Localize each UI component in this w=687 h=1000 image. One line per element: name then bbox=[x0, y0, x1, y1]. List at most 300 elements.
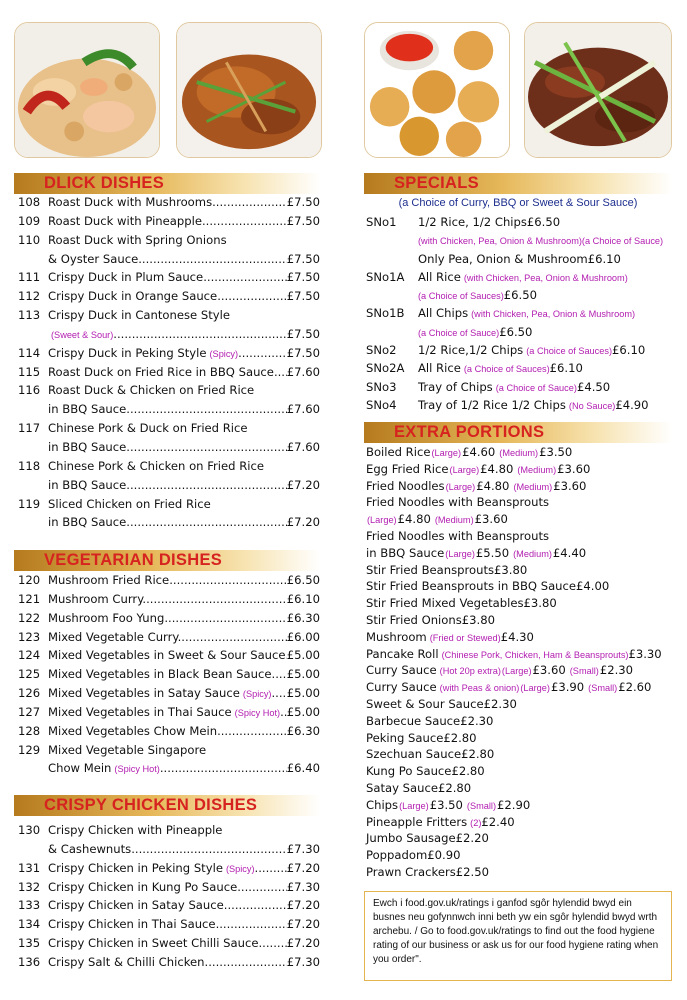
item-number: 130 bbox=[18, 823, 41, 837]
extra-name-text: Peking Sauce bbox=[366, 730, 444, 745]
special-item-row bbox=[364, 213, 672, 231]
item-name bbox=[48, 250, 287, 269]
size-label-large: (Large) bbox=[445, 548, 475, 559]
item-line bbox=[48, 759, 320, 779]
special-note: (No Sauce) bbox=[568, 400, 616, 411]
menu-item-row bbox=[14, 476, 320, 495]
item-price: £7.30 bbox=[286, 879, 320, 894]
item-line bbox=[48, 212, 320, 231]
extra-portions-list bbox=[364, 444, 672, 881]
special-name-text: Tray of 1/2 Rice 1/2 Chips bbox=[418, 397, 566, 412]
extra-name bbox=[366, 746, 461, 763]
item-name bbox=[48, 609, 287, 628]
extra-line bbox=[366, 763, 672, 780]
item-number: 126 bbox=[18, 686, 41, 701]
menu-item-row bbox=[14, 363, 320, 382]
menu-item-row bbox=[14, 759, 320, 778]
section-banner-extra-portions bbox=[364, 422, 672, 443]
extra-note: (Fried or Stewed) bbox=[429, 632, 501, 643]
item-number: 134 bbox=[18, 917, 41, 932]
special-price: £6.10 bbox=[587, 251, 621, 266]
item-name-text: in BBQ Sauce bbox=[48, 402, 127, 417]
special-item-row bbox=[364, 268, 672, 286]
item-name bbox=[48, 646, 287, 665]
extra-item-row bbox=[364, 679, 672, 696]
special-code: SNo1A bbox=[366, 269, 405, 284]
extra-price: £2.80 bbox=[443, 730, 477, 745]
size-label-small: (Medium) bbox=[517, 464, 557, 475]
extra-name bbox=[366, 528, 549, 545]
extra-price: £2.80 bbox=[437, 780, 472, 795]
extra-price: £3.30 bbox=[628, 646, 662, 661]
item-name-text: Sliced Chicken on Fried Rice bbox=[48, 496, 211, 511]
extra-line bbox=[366, 528, 672, 545]
item-price: £5.00 bbox=[286, 686, 320, 701]
menu-item-row bbox=[14, 665, 320, 684]
extra-item-row bbox=[364, 562, 672, 579]
item-price: £7.50 bbox=[286, 213, 320, 228]
item-name-text: Mixed Vegetables in Satay Sauce bbox=[48, 686, 240, 701]
item-name bbox=[48, 495, 320, 514]
item-note: (Spicy) bbox=[242, 689, 272, 700]
item-name bbox=[48, 590, 287, 609]
extra-line bbox=[366, 578, 672, 595]
extra-name bbox=[366, 629, 501, 647]
item-name bbox=[48, 513, 287, 532]
item-price: £7.20 bbox=[286, 860, 320, 875]
item-price: £7.50 bbox=[286, 251, 320, 266]
extra-price: £3.60 bbox=[553, 478, 587, 493]
special-line bbox=[418, 341, 672, 360]
special-name bbox=[418, 250, 588, 268]
item-number: 125 bbox=[18, 667, 41, 682]
menu-item-row bbox=[14, 306, 320, 325]
item-number: 112 bbox=[18, 289, 41, 304]
item-note: (Spicy Hot) bbox=[114, 764, 160, 775]
item-name bbox=[48, 287, 287, 306]
extra-price-large: £4.80 bbox=[397, 512, 431, 527]
item-name bbox=[48, 571, 287, 590]
item-number: 116 bbox=[18, 383, 41, 398]
item-line bbox=[48, 325, 320, 345]
extra-name-text: Szechuan Sauce bbox=[366, 747, 462, 762]
extra-line bbox=[366, 679, 672, 697]
special-item-row bbox=[364, 323, 672, 341]
special-item-row bbox=[364, 231, 672, 249]
menu-item-row bbox=[14, 609, 320, 628]
item-line bbox=[48, 896, 320, 915]
special-price: £6.10 bbox=[549, 361, 583, 376]
extra-price: £2.30 bbox=[483, 696, 517, 711]
special-line bbox=[418, 378, 672, 397]
item-line bbox=[48, 381, 320, 400]
extra-line bbox=[366, 864, 672, 881]
extra-price: £3.60 bbox=[474, 512, 508, 527]
special-name-text: 1/2 Rice, 1/2 Chips bbox=[418, 215, 527, 229]
menu-item-row bbox=[14, 513, 320, 532]
extra-name bbox=[366, 562, 494, 579]
extra-line bbox=[366, 746, 672, 763]
menu-item-row bbox=[14, 571, 320, 590]
menu-item-row bbox=[14, 212, 320, 231]
section-title-duck: DLICK DISHES bbox=[44, 174, 165, 192]
special-name bbox=[418, 323, 499, 342]
extra-name-text: Jumbo Sausage bbox=[366, 831, 456, 846]
extra-item-row bbox=[364, 780, 672, 797]
size-label-large: (Large) bbox=[449, 464, 480, 475]
item-number: 113 bbox=[18, 308, 41, 323]
extra-line bbox=[366, 629, 672, 647]
extra-price: £4.30 bbox=[500, 629, 534, 644]
section-title-specials: SPECIALS bbox=[394, 174, 479, 192]
item-number: 120 bbox=[18, 573, 41, 587]
item-note: (Spicy) bbox=[209, 348, 239, 359]
extra-note: (Chinese Pork, Chicken, Ham & Beansprouts) bbox=[441, 649, 629, 660]
extra-name-text: Barbecue Sauce bbox=[366, 713, 461, 728]
vegetarian-dishes-list bbox=[14, 571, 320, 778]
extra-price: £2.30 bbox=[460, 713, 494, 728]
item-name bbox=[48, 344, 287, 364]
item-line bbox=[48, 646, 320, 665]
item-name-text: Crispy Duck in Peking Style bbox=[48, 345, 207, 360]
item-name-text: in BBQ Sauce bbox=[48, 439, 127, 454]
special-code: SNo4 bbox=[366, 397, 397, 412]
item-number: 119 bbox=[18, 496, 41, 511]
size-label-large: (Large) bbox=[399, 800, 429, 811]
special-item-row bbox=[364, 359, 672, 377]
item-number: 131 bbox=[18, 860, 41, 875]
item-name bbox=[48, 741, 320, 760]
item-price: £7.20 bbox=[286, 936, 320, 951]
menu-item-row bbox=[14, 821, 320, 840]
item-line bbox=[48, 703, 320, 723]
section-banner-duck bbox=[14, 173, 320, 194]
item-number: 121 bbox=[18, 591, 41, 606]
menu-item-row bbox=[14, 231, 320, 250]
extra-item-row bbox=[364, 578, 672, 595]
special-name-text: All Rice bbox=[418, 361, 461, 376]
extra-name bbox=[366, 444, 430, 461]
extra-name bbox=[366, 612, 462, 629]
special-line bbox=[418, 286, 672, 305]
menu-item-row bbox=[14, 287, 320, 306]
item-number: 110 bbox=[18, 232, 41, 247]
item-name-text: Crispy Duck in Cantonese Style bbox=[48, 308, 230, 323]
item-number: 136 bbox=[18, 954, 41, 969]
item-price: £6.50 bbox=[286, 573, 320, 587]
special-name bbox=[418, 341, 612, 360]
special-line bbox=[418, 268, 672, 287]
item-line bbox=[48, 878, 320, 897]
special-line bbox=[418, 250, 672, 268]
item-price: £7.60 bbox=[286, 439, 320, 454]
item-line bbox=[48, 915, 320, 934]
special-name bbox=[418, 359, 550, 378]
item-price: £6.00 bbox=[286, 629, 320, 644]
extra-name-text: in BBQ Sauce bbox=[366, 545, 445, 560]
item-price: £7.50 bbox=[286, 289, 320, 304]
item-line bbox=[48, 934, 320, 953]
special-note: (with Chicken, Pea, Onion & Mushroom)(a Choice of Sauce) bbox=[418, 236, 664, 247]
size-label-large: (Large) bbox=[501, 666, 532, 677]
extra-name bbox=[366, 730, 443, 747]
photo-crispy-shredded-beef bbox=[176, 22, 322, 158]
extra-line bbox=[366, 847, 672, 864]
special-line bbox=[418, 323, 672, 342]
item-name bbox=[48, 953, 287, 972]
item-line bbox=[48, 250, 320, 269]
item-name-text: in BBQ Sauce bbox=[48, 515, 127, 530]
item-name bbox=[48, 419, 320, 438]
extra-name bbox=[366, 814, 481, 832]
extra-note: (Hot 20p extra) bbox=[439, 666, 501, 677]
extra-item-row bbox=[364, 763, 672, 780]
menu-item-row bbox=[14, 590, 320, 609]
item-line bbox=[48, 840, 320, 859]
special-note: (a Choice of Sauces) bbox=[526, 346, 613, 357]
item-number: 128 bbox=[18, 723, 41, 738]
item-number: 108 bbox=[18, 195, 41, 209]
extra-line bbox=[366, 461, 672, 479]
menu-item-row bbox=[14, 722, 320, 741]
extra-item-row bbox=[364, 595, 672, 612]
item-name-text: in BBQ Sauce bbox=[48, 477, 127, 492]
item-price: £6.10 bbox=[286, 591, 320, 606]
extra-line bbox=[366, 780, 672, 797]
extra-item-row bbox=[364, 612, 672, 629]
extra-item-row bbox=[364, 545, 672, 562]
extra-name bbox=[366, 830, 456, 847]
extra-item-row bbox=[364, 830, 672, 847]
extra-line bbox=[366, 545, 672, 563]
item-price: £5.00 bbox=[286, 667, 320, 682]
menu-item-row bbox=[14, 400, 320, 419]
item-price: £7.20 bbox=[286, 917, 320, 932]
extra-price: £2.40 bbox=[481, 814, 515, 829]
item-name-text: Crispy Duck in Orange Sauce bbox=[48, 289, 218, 304]
extra-item-row bbox=[364, 864, 672, 881]
size-label-large: (Large) bbox=[520, 683, 550, 694]
item-name-text: Mixed Vegetable Curry bbox=[48, 629, 178, 644]
extra-item-row bbox=[364, 696, 672, 713]
extra-price: £2.90 bbox=[497, 797, 531, 812]
item-line bbox=[48, 476, 320, 495]
item-price: £7.60 bbox=[286, 402, 320, 417]
section-banner-crispy-chicken bbox=[14, 795, 320, 816]
extra-name bbox=[366, 864, 456, 881]
extra-line bbox=[366, 713, 672, 730]
item-name bbox=[48, 759, 287, 779]
item-name bbox=[48, 821, 320, 840]
extra-name-text: Chips bbox=[366, 797, 399, 812]
menu-item-row bbox=[14, 495, 320, 514]
menu-item-row bbox=[14, 325, 320, 344]
extra-name-text: Pancake Roll bbox=[366, 646, 439, 661]
special-item-row bbox=[364, 341, 672, 359]
special-item-row bbox=[364, 250, 672, 268]
item-name bbox=[48, 306, 320, 325]
item-line bbox=[48, 268, 320, 287]
special-note: (a Choice of Sauce) bbox=[418, 327, 500, 338]
extra-name-text: Egg Fried Rice bbox=[366, 461, 449, 476]
extra-name bbox=[366, 763, 451, 780]
extra-price-large: £4.80 bbox=[476, 478, 510, 493]
extra-name bbox=[366, 679, 519, 697]
item-price: £7.50 bbox=[286, 270, 320, 285]
extra-item-row bbox=[364, 478, 672, 495]
extra-item-row bbox=[364, 746, 672, 763]
extra-name-text: Stir Fried Mixed Vegetables bbox=[366, 596, 524, 611]
item-line bbox=[48, 193, 320, 212]
extra-name-text: Stir Fried Onions bbox=[366, 612, 462, 627]
menu-item-row bbox=[14, 840, 320, 859]
extra-item-row bbox=[364, 797, 672, 814]
extra-price-large: £3.90 bbox=[550, 680, 585, 695]
extra-price: £2.30 bbox=[599, 663, 634, 678]
item-name bbox=[48, 438, 287, 457]
item-line bbox=[48, 684, 320, 704]
item-line bbox=[48, 231, 320, 250]
item-name-text: Roast Duck with Pineapple bbox=[48, 213, 202, 228]
extra-line bbox=[366, 814, 672, 832]
special-name bbox=[418, 378, 577, 397]
extra-item-row bbox=[364, 730, 672, 747]
item-line bbox=[48, 859, 320, 879]
extra-price: £4.00 bbox=[576, 579, 610, 594]
item-name bbox=[48, 915, 287, 934]
item-price: £6.30 bbox=[286, 610, 320, 625]
extra-name-text: Mushroom bbox=[366, 629, 427, 644]
extra-price: £0.90 bbox=[427, 848, 461, 863]
extra-price-large: £5.50 bbox=[475, 545, 510, 560]
item-number: 135 bbox=[18, 936, 41, 951]
item-line bbox=[48, 363, 320, 382]
extra-item-row bbox=[364, 528, 672, 545]
section-title-extra-portions: EXTRA PORTIONS bbox=[394, 423, 545, 441]
menu-item-row bbox=[14, 896, 320, 915]
extra-price: £2.20 bbox=[455, 831, 489, 846]
item-name bbox=[48, 193, 287, 212]
item-price: £7.50 bbox=[286, 195, 320, 209]
section-title-crispy-chicken: CRISPY CHICKEN DISHES bbox=[44, 796, 258, 814]
item-name-text: Mushroom Foo Yung bbox=[48, 610, 165, 625]
extra-name-text: Pineapple Fritters bbox=[366, 814, 468, 829]
menu-item-row bbox=[14, 344, 320, 363]
extra-name bbox=[366, 847, 427, 864]
special-code: SNo1 bbox=[366, 215, 397, 229]
extra-line bbox=[366, 696, 672, 713]
menu-item-row bbox=[14, 438, 320, 457]
extra-price: £2.80 bbox=[451, 764, 485, 779]
menu-item-row bbox=[14, 953, 320, 972]
special-price: £6.50 bbox=[503, 288, 537, 303]
extra-price: £2.60 bbox=[618, 680, 652, 695]
item-price: £7.50 bbox=[286, 345, 320, 360]
menu-item-row bbox=[14, 878, 320, 897]
special-line bbox=[418, 359, 672, 378]
extra-line bbox=[366, 444, 672, 462]
special-price: £6.50 bbox=[526, 215, 561, 229]
section-banner-specials bbox=[364, 173, 672, 194]
item-line bbox=[48, 438, 320, 457]
extra-line bbox=[366, 730, 672, 747]
item-name bbox=[48, 722, 287, 741]
extra-name-text: Prawn Crackers bbox=[366, 864, 456, 879]
extra-name-text: Fried Noodles with Beansprouts bbox=[366, 528, 550, 543]
extra-item-row bbox=[364, 713, 672, 730]
item-number: 117 bbox=[18, 421, 41, 436]
menu-item-row bbox=[14, 859, 320, 878]
item-price: £7.60 bbox=[286, 364, 320, 379]
extra-line bbox=[366, 478, 672, 496]
extra-name-text: Boiled Rice bbox=[366, 445, 431, 459]
item-number: 123 bbox=[18, 629, 41, 644]
item-price: £7.30 bbox=[286, 954, 320, 969]
item-name-text: Roast Duck on Fried Rice in BBQ Sauce bbox=[48, 364, 274, 379]
item-price: £6.40 bbox=[286, 761, 320, 776]
item-number: 114 bbox=[18, 345, 41, 360]
extra-name-text: Stir Fried Beansprouts bbox=[366, 562, 495, 577]
photo-chicken-balls-sweet-sour bbox=[364, 22, 510, 158]
extra-line bbox=[366, 511, 672, 529]
item-name-text: Roast Duck with Spring Onions bbox=[48, 232, 227, 247]
item-note: (Spicy Hot) bbox=[234, 707, 281, 718]
item-name-text: Crispy Chicken in Kung Po Sauce bbox=[48, 879, 238, 894]
item-name-text: Crispy Chicken in Peking Style bbox=[48, 860, 223, 875]
menu-item-row bbox=[14, 684, 320, 703]
item-name-text: Crispy Chicken in Satay Sauce bbox=[48, 898, 224, 913]
special-note: (a Choice of Sauce) bbox=[495, 382, 577, 393]
item-line bbox=[48, 495, 320, 514]
item-name bbox=[48, 703, 287, 723]
extra-item-row bbox=[364, 511, 672, 528]
special-name bbox=[418, 213, 527, 231]
item-name-text: Crispy Salt & Chilli Chicken bbox=[48, 954, 205, 969]
item-line bbox=[48, 665, 320, 684]
menu-item-row bbox=[14, 457, 320, 476]
extra-line bbox=[366, 830, 672, 847]
item-price: £5.00 bbox=[286, 648, 320, 663]
item-name bbox=[48, 457, 320, 476]
size-label-small: (Medium) bbox=[499, 448, 539, 458]
item-line bbox=[48, 821, 320, 840]
item-name bbox=[48, 896, 287, 915]
extra-line bbox=[366, 612, 672, 629]
specials-subtitle: (a Choice of Curry, BBQ or Sweet & Sour Sauce) bbox=[398, 197, 638, 209]
item-name bbox=[48, 268, 287, 287]
item-number: 118 bbox=[18, 458, 41, 473]
extra-item-row bbox=[364, 662, 672, 679]
item-note: (Sweet & Sour) bbox=[51, 329, 114, 340]
special-note: (with Chicken, Pea, Onion & Mushroom) bbox=[471, 309, 636, 320]
extra-name bbox=[366, 696, 484, 713]
extra-line bbox=[366, 562, 672, 579]
size-label-small: (Small) bbox=[466, 800, 496, 811]
item-name-text: Mixed Vegetables in Sweet & Sour Sauce bbox=[48, 648, 286, 663]
special-name bbox=[418, 304, 635, 323]
special-item-row bbox=[364, 396, 672, 414]
special-code: SNo1B bbox=[366, 306, 405, 321]
extra-name bbox=[366, 578, 576, 595]
item-number: 133 bbox=[18, 898, 41, 913]
item-number: 124 bbox=[18, 648, 41, 663]
special-name-text: Only Pea, Onion & Mushroom bbox=[418, 251, 588, 266]
item-line bbox=[48, 590, 320, 609]
item-name-text: Crispy Chicken in Thai Sauce bbox=[48, 917, 216, 932]
menu-item-row bbox=[14, 419, 320, 438]
extra-name bbox=[366, 494, 549, 511]
menu-item-row bbox=[14, 915, 320, 934]
